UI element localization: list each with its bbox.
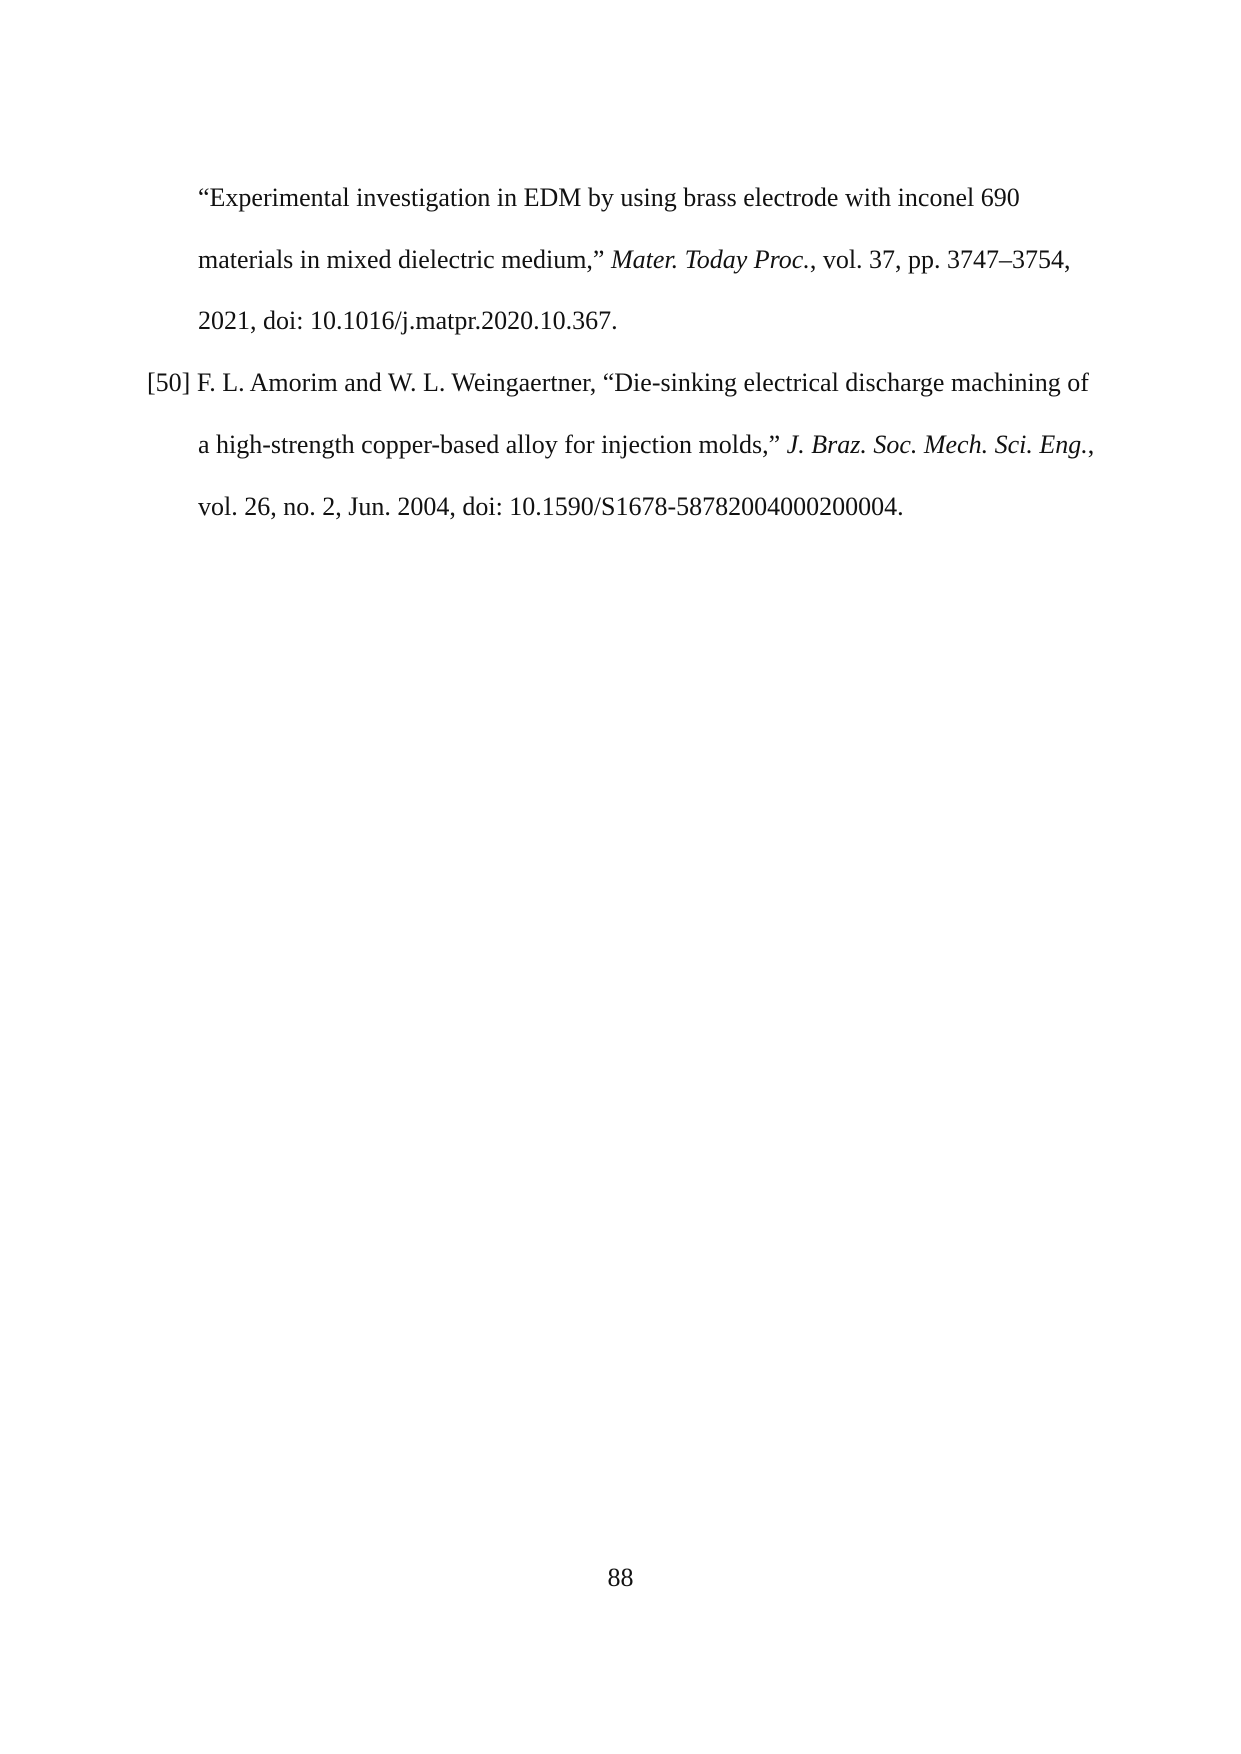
reference-text: 2021, doi: 10.1016/j.matpr.2020.10.367. [198,306,618,335]
reference-text: F. L. Amorim and W. L. Weingaertner, “Die-sinking electrical discharge machining of [196,368,1089,397]
reference-line [198,492,904,522]
journal-title: Mater. Today Proc. [610,245,810,274]
reference-text: materials in mixed dielectric medium,” [198,245,611,274]
reference-label: [50] [147,368,191,397]
reference-text: a high-strength copper-based alloy for injection molds,” [198,430,787,459]
reference-line [198,430,1094,460]
reference-text: vol. 26, no. 2, Jun. 2004, doi: 10.1590/S1678-58782004000200004. [198,492,904,521]
reference-line [198,306,618,336]
reference-line [147,368,1089,398]
page-number: 88 [607,1563,634,1592]
reference-line [198,183,1020,213]
reference-text: , [1087,430,1095,459]
journal-title: J. Braz. Soc. Mech. Sci. Eng. [786,430,1088,459]
reference-text: , vol. 37, pp. 3747–3754, [809,245,1071,274]
reference-text: “Experimental investigation in EDM by using brass electrode with inconel 690 [198,183,1020,212]
reference-line [198,245,1071,275]
